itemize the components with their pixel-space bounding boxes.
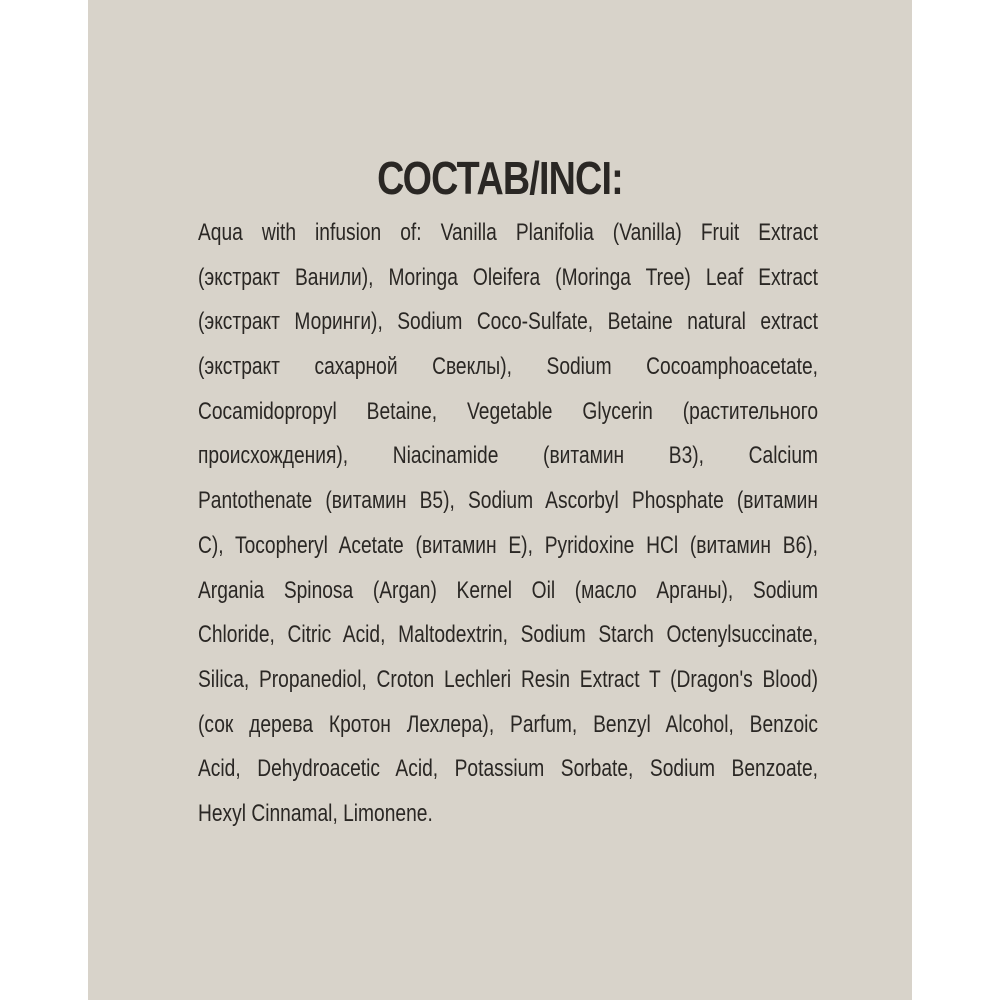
ingredients-line xyxy=(198,569,818,614)
ingredients-line xyxy=(198,479,818,524)
ingredients-line-text: Hexyl Cinnamal, Limonene. xyxy=(198,799,433,827)
ingredients-list xyxy=(198,211,818,837)
ingredients-line xyxy=(198,524,818,569)
ingredients-line-text: Chloride, Citric Acid, Maltodextrin, Sodium Starch Octenylsuccinate, xyxy=(198,621,818,649)
ingredients-line xyxy=(198,211,818,256)
ingredients-line-text: Pantothenate (витамин B5), Sodium Ascorbyl Phosphate (витамин xyxy=(198,487,818,515)
ingredients-line-text: Aqua with infusion of: Vanilla Planifolia (Vanilla) Fruit Extract xyxy=(198,219,818,246)
ingredients-line xyxy=(198,390,818,435)
ingredients-line-text: Cocamidopropyl Betaine, Vegetable Glycerin (растительного xyxy=(198,397,818,425)
ingredients-line xyxy=(198,747,818,792)
ingredients-line xyxy=(198,703,818,748)
ingredients-line-text: Acid, Dehydroacetic Acid, Potassium Sorbate, Sodium Benzoate, xyxy=(198,755,818,783)
ingredients-line-text: Silica, Propanediol, Croton Lechleri Resin Extract T (Dragon's Blood) xyxy=(198,665,818,693)
ingredients-line-text: Argania Spinosa (Argan) Kernel Oil (масло Арганы), Sodium xyxy=(198,576,818,604)
ingredients-line-text: C), Tocopheryl Acetate (витамин E), Pyridoxine HCl (витамин B6), xyxy=(198,531,818,559)
ingredients-line-text: (экстракт Ванили), Moringa Oleifera (Moringa Tree) Leaf Extract xyxy=(198,263,818,291)
page-title: СОСТАВ/INCI: xyxy=(377,152,623,204)
label-panel xyxy=(88,0,912,1000)
ingredients-line xyxy=(198,256,818,301)
ingredients-line xyxy=(198,792,818,837)
ingredients-line xyxy=(198,300,818,345)
ingredients-line-text: (экстракт Моринги), Sodium Coco-Sulfate, Betaine natural extract xyxy=(198,308,818,336)
ingredients-line-text: (сок дерева Кротон Лехлера), Parfum, Benzyl Alcohol, Benzoic xyxy=(198,710,818,738)
ingredients-line-text: происхождения), Niacinamide (витамин B3), Calcium xyxy=(198,442,818,470)
ingredients-line xyxy=(198,613,818,658)
ingredients-line xyxy=(198,345,818,390)
ingredients-line-text: (экстракт сахарной Свеклы), Sodium Cocoamphoacetate, xyxy=(198,353,818,381)
ingredients-line xyxy=(198,658,818,703)
ingredients-line xyxy=(198,434,818,479)
